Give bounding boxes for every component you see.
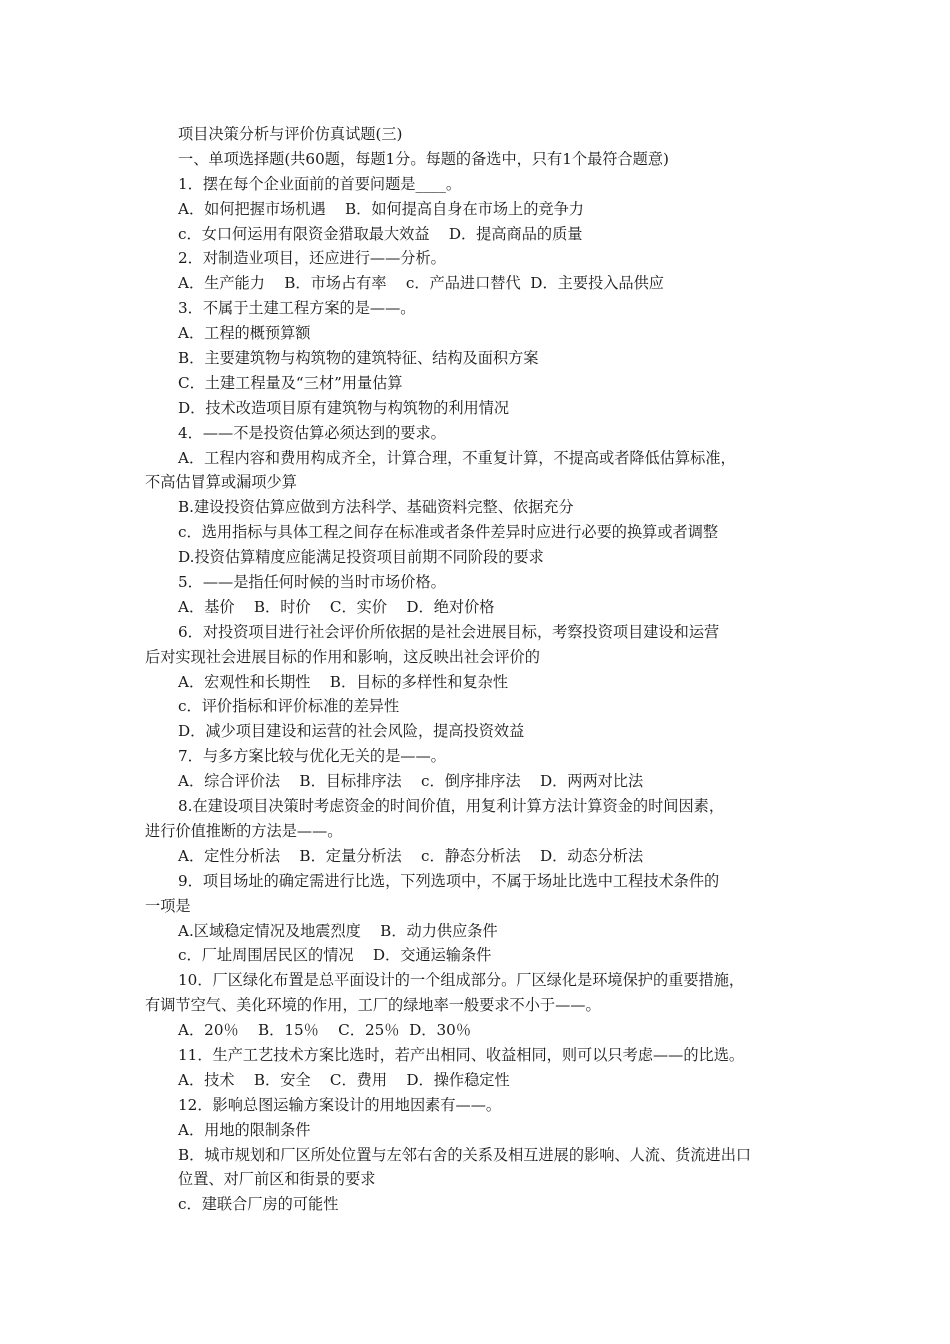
text-line: c．评价指标和评价标准的差异性 [178, 697, 400, 716]
text-line: 7．与多方案比较与优化无关的是——。 [178, 747, 446, 766]
section-heading: 一、单项选择题(共60题，每题1分。每题的备选中，只有1个最符合题意) [178, 149, 669, 168]
text-line: 9．项目场址的确定需进行比选，下列选项中，不属于场址比选中工程技术条件的 [178, 871, 720, 890]
text-line: 不高估冒算或漏项少算 [145, 473, 297, 492]
text-line: A．用地的限制条件 [178, 1120, 311, 1139]
text-line: C．土建工程量及“三材”用量估算 [178, 373, 403, 392]
text-line: 有调节空气、美化环境的作用，工厂的绿地率一般要求不小于——。 [145, 996, 601, 1015]
text-line: 10．厂区绿化布置是总平面设计的一个组成部分。厂区绿化是环境保护的重要措施， [178, 971, 745, 990]
text-line: B．城市规划和厂区所处位置与左邻右舍的关系及相互进展的影响、人流、货流进出口 [178, 1145, 752, 1164]
text-line: B．主要建筑物与构筑物的建筑特征、结构及面积方案 [178, 349, 539, 368]
text-line: A．技术 B．安全 C．费用 D．操作稳定性 [178, 1070, 510, 1089]
text-line: 进行价值推断的方法是——。 [145, 821, 343, 840]
text-line: 11．生产工艺技术方案比选时，若产出相同、收益相同，则可以只考虑——的比选。 [178, 1045, 745, 1064]
text-line: B.建设投资估算应做到方法科学、基础资料完整、依据充分 [178, 498, 574, 517]
text-line: 5．——是指任何时候的当时市场价格。 [178, 573, 446, 592]
document-body [145, 122, 815, 1217]
text-line: c．建联合厂房的可能性 [178, 1195, 339, 1214]
text-line: A．20％ B．15％ C．25％ D．30％ [178, 1021, 472, 1040]
text-line: A．如何把握市场机遇 B．如何提高自身在市场上的竞争力 [178, 199, 584, 218]
text-line: c．女口何运用有限资金猎取最大效益 D．提高商品的质量 [178, 224, 583, 243]
text-line: A．工程内容和费用构成齐全，计算合理，不重复计算，不提高或者降低估算标准， [178, 448, 736, 467]
text-line: A．宏观性和长期性 B．目标的多样性和复杂性 [178, 672, 509, 691]
text-line: A．定性分析法 B．定量分析法 c．静态分析法 D．动态分析法 [178, 846, 644, 865]
text-line: c．选用指标与具体工程之间存在标准或者条件差异时应进行必要的换算或者调整 [178, 523, 719, 542]
text-line: A．生产能力 B．市场占有率 c．产品进口替代 D．主要投入品供应 [178, 274, 664, 293]
text-line: A．工程的概预算额 [178, 324, 311, 343]
text-line: 6．对投资项目进行社会评价所依据的是社会进展目标，考察投资项目建设和运营 [178, 622, 720, 641]
text-line: 3．不属于土建工程方案的是——。 [178, 299, 416, 318]
text-line: c．厂址周围居民区的情况 D．交通运输条件 [178, 946, 492, 965]
text-line: 1．摆在每个企业面前的首要问题是____。 [178, 174, 462, 193]
text-line: A．基价 B．时价 C．实价 D．绝对价格 [178, 597, 495, 616]
document-title: 项目决策分析与评价仿真试题(三) [178, 125, 403, 143]
text-line: D.投资估算精度应能满足投资项目前期不同阶段的要求 [178, 548, 544, 567]
text-line: 位置、对厂前区和街景的要求 [178, 1170, 376, 1189]
question-list [145, 172, 815, 1217]
text-line: A．综合评价法 B．目标排序法 c．倒序排序法 D．两两对比法 [178, 772, 644, 791]
text-line: 4．——不是投资估算必须达到的要求。 [178, 423, 446, 442]
text-line: 后对实现社会进展目标的作用和影响，这反映出社会评价的 [145, 647, 540, 666]
text-line: D．减少项目建设和运营的社会风险，提高投资效益 [178, 722, 525, 741]
text-line: D．技术改造项目原有建筑物与构筑物的利用情况 [178, 398, 510, 417]
text-line: 8.在建设项目决策时考虑资金的时间价值，用复利计算方法计算资金的时间因素， [178, 797, 725, 816]
text-line: A.区域稳定情况及地震烈度 B．动力供应条件 [178, 921, 498, 940]
text-line: 一项是 [145, 896, 191, 915]
text-line: 12．影响总图运输方案设计的用地因素有——。 [178, 1095, 502, 1114]
text-line: 2．对制造业项目，还应进行——分析。 [178, 249, 446, 268]
